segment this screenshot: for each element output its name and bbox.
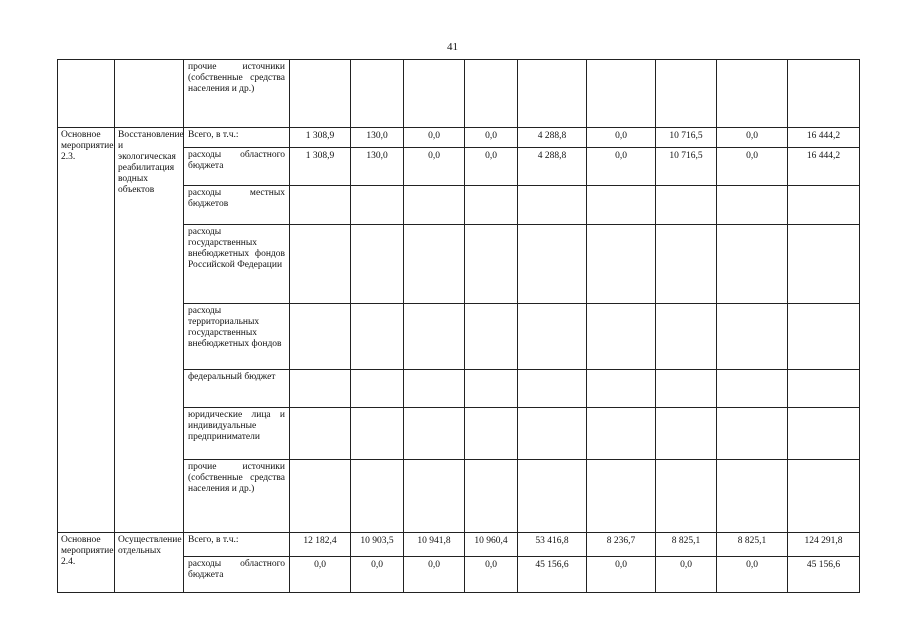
value-cell	[518, 304, 587, 370]
value-cell	[465, 370, 518, 408]
value-cell	[404, 408, 465, 460]
value-cell	[351, 186, 404, 225]
value-cell	[587, 304, 656, 370]
funding-source-cell: прочие источники (собственные средства населения и др.)	[184, 60, 290, 128]
value-cell	[518, 225, 587, 304]
value-cell	[351, 408, 404, 460]
value-cell: 0,0	[404, 557, 465, 593]
measure-name-cell: Восстановление и экологическая реабилитация водных объектов	[115, 128, 184, 533]
value-cell	[404, 186, 465, 225]
value-cell	[518, 408, 587, 460]
value-cell: 53 416,8	[518, 533, 587, 557]
value-cell	[788, 370, 860, 408]
value-cell: 10 941,8	[404, 533, 465, 557]
value-cell	[465, 225, 518, 304]
funding-source-cell: расходы местных бюджетов	[184, 186, 290, 225]
value-cell	[465, 304, 518, 370]
measure-code-cell	[58, 60, 115, 128]
value-cell	[656, 225, 717, 304]
value-cell	[404, 60, 465, 128]
value-cell	[290, 186, 351, 225]
value-cell	[465, 60, 518, 128]
value-cell	[788, 304, 860, 370]
value-cell	[518, 186, 587, 225]
value-cell	[717, 304, 788, 370]
value-cell	[290, 225, 351, 304]
value-cell	[656, 460, 717, 533]
value-cell: 0,0	[587, 557, 656, 593]
measure-code-cell: Основное мероприятие 2.4.	[58, 533, 115, 593]
value-cell: 124 291,8	[788, 533, 860, 557]
value-cell	[351, 370, 404, 408]
value-cell	[404, 225, 465, 304]
value-cell	[518, 60, 587, 128]
value-cell	[351, 304, 404, 370]
value-cell	[587, 370, 656, 408]
table-row	[58, 60, 860, 128]
value-cell	[465, 186, 518, 225]
value-cell	[587, 460, 656, 533]
value-cell: 0,0	[656, 557, 717, 593]
value-cell: 0,0	[290, 557, 351, 593]
value-cell: 0,0	[717, 557, 788, 593]
funding-source-cell: расходы областного бюджета	[184, 148, 290, 186]
value-cell	[290, 460, 351, 533]
value-cell	[587, 60, 656, 128]
value-cell: 8 825,1	[656, 533, 717, 557]
budget-table	[57, 59, 860, 593]
value-cell	[717, 370, 788, 408]
value-cell: 1 308,9	[290, 148, 351, 186]
value-cell	[717, 60, 788, 128]
value-cell	[656, 408, 717, 460]
value-cell	[717, 408, 788, 460]
value-cell	[788, 408, 860, 460]
value-cell: 0,0	[404, 128, 465, 148]
value-cell	[351, 60, 404, 128]
value-cell: 0,0	[465, 148, 518, 186]
value-cell	[788, 186, 860, 225]
value-cell: 45 156,6	[518, 557, 587, 593]
value-cell: 0,0	[465, 557, 518, 593]
value-cell	[717, 225, 788, 304]
value-cell: 0,0	[717, 148, 788, 186]
value-cell	[717, 460, 788, 533]
funding-source-cell: расходы государственных внебюджетных фондов Российской Федерации	[184, 225, 290, 304]
value-cell	[788, 60, 860, 128]
value-cell: 130,0	[351, 148, 404, 186]
value-cell	[351, 225, 404, 304]
measure-name-cell	[115, 60, 184, 128]
value-cell	[587, 225, 656, 304]
value-cell: 10 716,5	[656, 148, 717, 186]
value-cell	[656, 186, 717, 225]
measure-code-cell: Основное мероприятие 2.3.	[58, 128, 115, 533]
value-cell	[290, 60, 351, 128]
value-cell	[788, 460, 860, 533]
value-cell	[404, 370, 465, 408]
value-cell: 16 444,2	[788, 148, 860, 186]
value-cell: 4 288,8	[518, 148, 587, 186]
value-cell: 0,0	[404, 148, 465, 186]
value-cell	[351, 460, 404, 533]
value-cell	[404, 304, 465, 370]
funding-source-cell: юридические лица и индивидуальные предприниматели	[184, 408, 290, 460]
value-cell	[290, 304, 351, 370]
value-cell	[656, 60, 717, 128]
value-cell	[290, 408, 351, 460]
value-cell: 130,0	[351, 128, 404, 148]
value-cell	[518, 370, 587, 408]
value-cell: 0,0	[717, 128, 788, 148]
value-cell	[404, 460, 465, 533]
value-cell: 16 444,2	[788, 128, 860, 148]
value-cell: 8 236,7	[587, 533, 656, 557]
funding-source-cell: прочие источники (собственные средства населения и др.)	[184, 460, 290, 533]
value-cell: 4 288,8	[518, 128, 587, 148]
value-cell: 45 156,6	[788, 557, 860, 593]
value-cell	[587, 408, 656, 460]
funding-source-cell: федеральный бюджет	[184, 370, 290, 408]
value-cell	[587, 186, 656, 225]
funding-source-cell: расходы территориальных государственных внебюджетных фондов	[184, 304, 290, 370]
value-cell	[656, 370, 717, 408]
value-cell	[465, 408, 518, 460]
page-number: 41	[447, 41, 458, 53]
measure-name-cell: Осуществление отдельных	[115, 533, 184, 593]
value-cell	[465, 460, 518, 533]
table-row	[58, 533, 860, 557]
value-cell: 0,0	[351, 557, 404, 593]
value-cell: 0,0	[465, 128, 518, 148]
value-cell: 0,0	[587, 128, 656, 148]
value-cell	[717, 186, 788, 225]
value-cell: 10 716,5	[656, 128, 717, 148]
funding-source-cell: Всего, в т.ч.:	[184, 533, 290, 557]
table-row	[58, 128, 860, 148]
value-cell	[656, 304, 717, 370]
value-cell: 10 903,5	[351, 533, 404, 557]
value-cell	[290, 370, 351, 408]
value-cell: 12 182,4	[290, 533, 351, 557]
value-cell	[518, 460, 587, 533]
value-cell: 8 825,1	[717, 533, 788, 557]
funding-source-cell: Всего, в т.ч.:	[184, 128, 290, 148]
funding-source-cell: расходы областного бюджета	[184, 557, 290, 593]
value-cell: 1 308,9	[290, 128, 351, 148]
value-cell: 10 960,4	[465, 533, 518, 557]
value-cell: 0,0	[587, 148, 656, 186]
value-cell	[788, 225, 860, 304]
